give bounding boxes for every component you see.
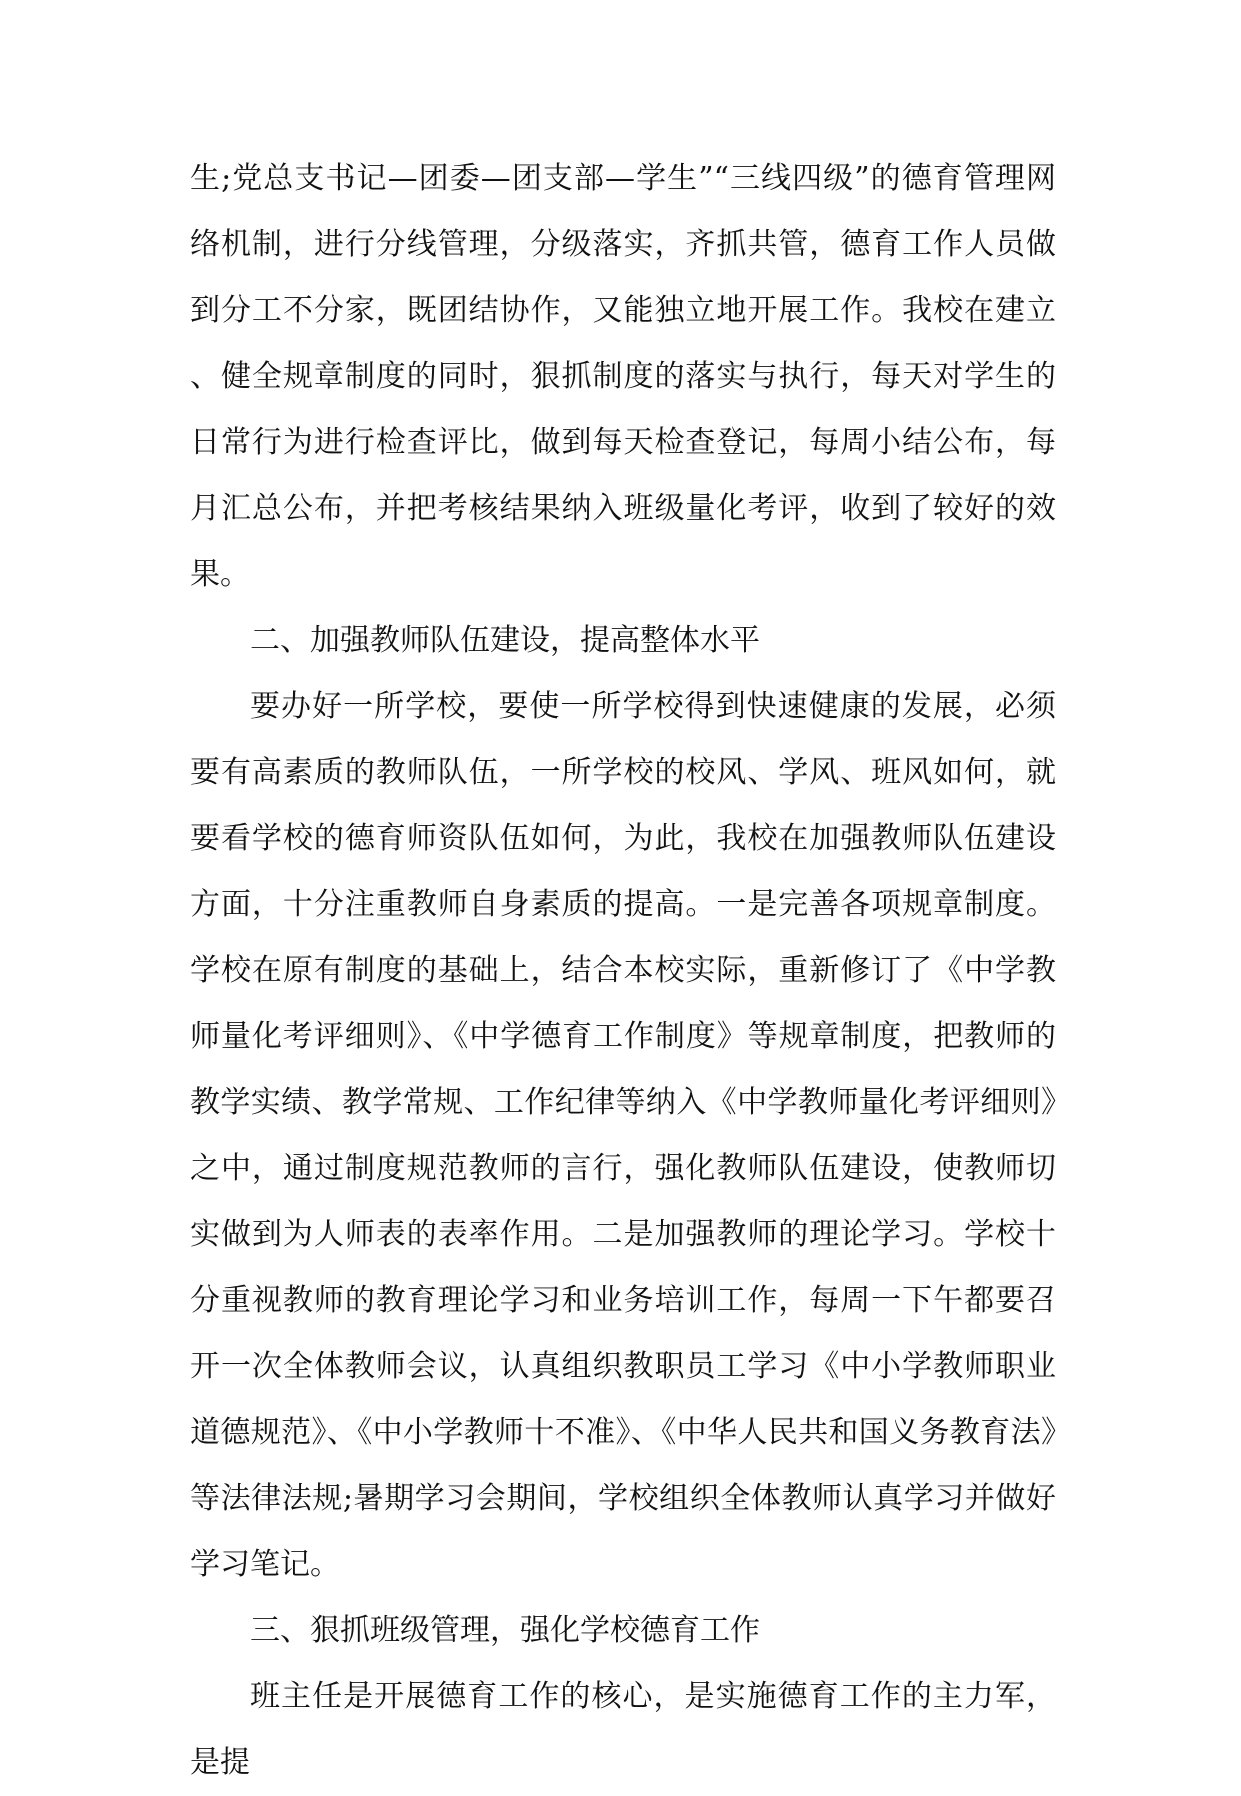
section-heading-class-management: 三、狠抓班级管理，强化学校德育工作	[250, 1613, 760, 1648]
document-body	[190, 146, 1056, 1796]
paragraph-class-management: 班主任是开展德育工作的核心，是实施德育工作的主力军，是提	[190, 1679, 1056, 1780]
paragraph-continuation: 生;党总支书记—团委—团支部—学生”“三线四级”的德育管理网络机制，进行分线管理，分级落实，齐抓共管，德育工作人员做到分工不分家，既团结协作，又能独立地开展工作。我校在建立、健全规章制度的同时，狠抓制度的落实与执行，每天对学生的日常行为进行检查评比，做到每天检查登记，每周小结公布，每月汇总公布，并把考核结果纳入班级量化考评，收到了较好的效果。	[190, 161, 1056, 592]
paragraph-teacher-team: 要办好一所学校，要使一所学校得到快速健康的发展，必须要有高素质的教师队伍，一所学校的校风、学风、班风如何，就要看学校的德育师资队伍如何，为此，我校在加强教师队伍建设方面，十分注重教师自身素质的提高。一是完善各项规章制度。学校在原有制度的基础上，结合本校实际，重新修订了《中学教师量化考评细则》、《中学德育工作制度》等规章制度，把教师的教学实绩、教学常规、工作纪律等纳入《中学教师量化考评细则》之中，通过制度规范教师的言行，强化教师队伍建设，使教师切实做到为人师表的表率作用。二是加强教师的理论学习。学校十分重视教师的教育理论学习和业务培训工作，每周一下午都要召开一次全体教师会议，认真组织教职员工学习《中小学教师职业道德规范》、《中小学教师十不准》、《中华人民共和国义务教育法》等法律法规;暑期学习会期间，学校组织全体教师认真学习并做好学习笔记。	[190, 689, 1056, 1582]
section-heading-teacher-team: 二、加强教师队伍建设，提高整体水平	[250, 623, 760, 658]
